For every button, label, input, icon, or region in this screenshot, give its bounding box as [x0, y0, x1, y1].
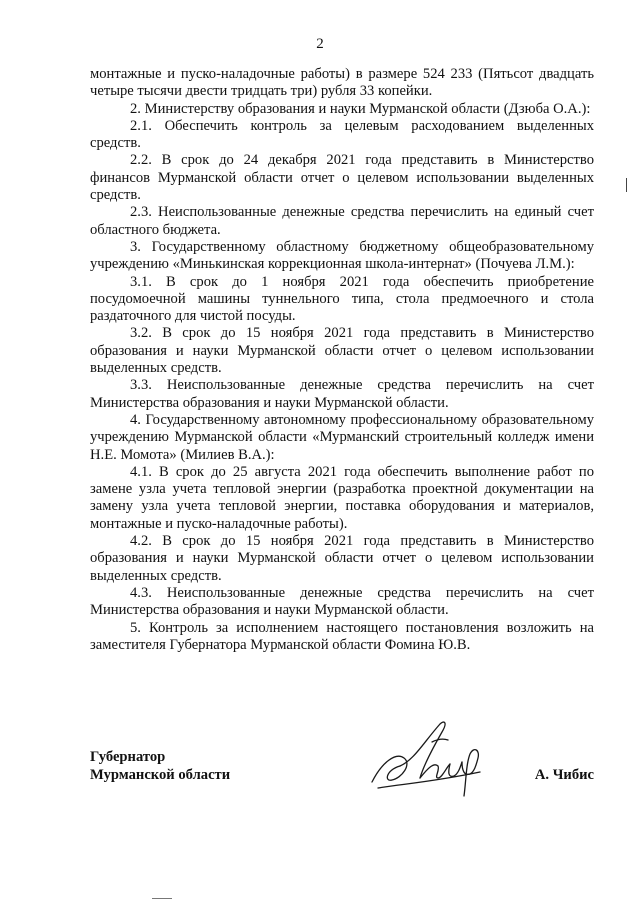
- paragraph-continuation: монтажные и пуско-наладочные работы) в размере 524 233 (Пятьсот двадцать четыре тысячи двести тридцать три) рубля 33 копейки.: [90, 66, 594, 100]
- paragraph-4-3: 4.3. Неиспользованные денежные средства перечислить на счет Министерства образования и науки Мурманской области.: [90, 584, 594, 619]
- page-number: 2: [316, 36, 324, 52]
- signer-name: А. Чибис: [534, 767, 594, 783]
- paragraph-4: 4. Государственному автономному профессиональному образовательному учреждению Мурманской области «Мурманский строительный колледж имени Н.Е. Момота» (Милиев В.А.):: [90, 411, 594, 463]
- paragraph-2: 2. Министерству образования и науки Мурманской области (Дзюба О.А.):: [130, 100, 591, 117]
- paragraph-2-2: 2.2. В срок до 24 декабря 2021 года представить в Министерство финансов Мурманской области отчет о целевом использовании выделенных средств.: [90, 152, 594, 204]
- paragraph-5: 5. Контроль за исполнением настоящего постановления возложить на заместителя Губернатора Мурманской области Фомина Ю.В.: [90, 619, 594, 653]
- paragraph-3-3: 3.3. Неиспользованные денежные средства перечислить на счет Министерства образования и науки Мурманской области.: [90, 377, 594, 411]
- paragraph-2-3: 2.3. Неиспользованные денежные средства перечислить на единый счет областного бюджета.: [90, 204, 594, 238]
- paragraph-2-1: 2.1. Обеспечить контроль за целевым расходованием выделенных средств.: [90, 117, 594, 152]
- paragraph-4-1: 4.1. В срок до 25 августа 2021 года обеспечить выполнение работ по замене узла учета тепловой энергии (разработка проектной документации на замену узла учета тепловой энергии, поставка оборудования и материалов, монтажные и пуско-наладочные работы).: [90, 463, 594, 532]
- signature-block: [90, 748, 594, 808]
- paragraph-3-2: 3.2. В срок до 15 ноября 2021 года представить в Министерство образования и науки Мурманской области отчет о целевом использовании выделенных средств.: [90, 325, 594, 377]
- signer-title-line-2: Мурманской области: [90, 767, 231, 783]
- paragraph-3: 3. Государственному областному бюджетному общеобразовательному учреждению «Минькинская коррекционная школа-интернат» (Почуева Л.М.):: [90, 238, 594, 273]
- signer-title-line-1: Губернатор: [90, 749, 166, 765]
- footer-mark: [152, 898, 172, 899]
- document-body: [90, 66, 594, 654]
- paragraph-3-1: 3.1. В срок до 1 ноября 2021 года обеспечить приобретение посудомоечной машины туннельного типа, стола предмоечного и стола раздаточного для чистой посуды.: [90, 273, 594, 325]
- paragraph-4-2: 4.2. В срок до 15 ноября 2021 года представить в Министерство образования и науки Мурманской области отчет о целевом использовании выделенных средств.: [90, 533, 594, 584]
- margin-mark: [626, 178, 627, 192]
- signer-title: [90, 748, 230, 784]
